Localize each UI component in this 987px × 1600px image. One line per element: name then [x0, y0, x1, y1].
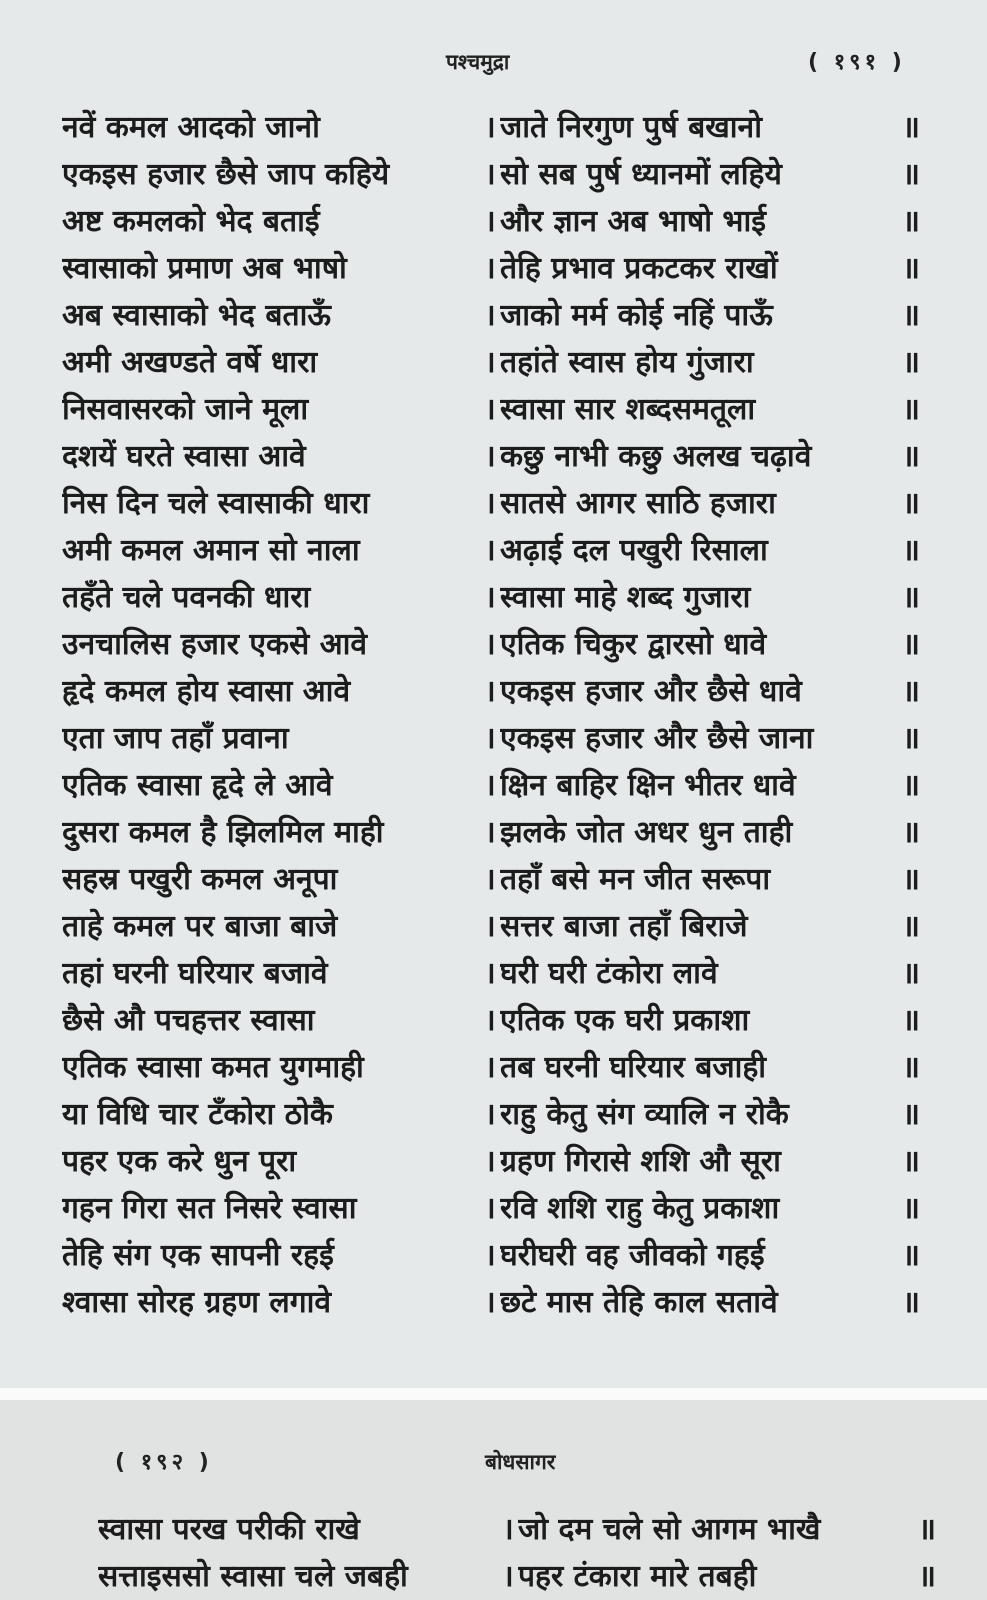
verse-second-half: तहाँ बसे मन जीत सरूपा: [500, 862, 771, 897]
bottom-page-header: [0, 1446, 987, 1476]
verse-line: [98, 1506, 958, 1553]
verse-line: [62, 292, 942, 339]
verse-second-half: तहांते स्वास होय गुंजारा: [500, 345, 754, 380]
half-verse-separator: ।: [484, 862, 496, 897]
verse-line: [62, 245, 942, 292]
verse-first-half: दशयें घरते स्वासा आवे: [62, 439, 306, 474]
half-verse-separator: ।: [484, 1144, 496, 1179]
page-number: ( १९२ ): [115, 1450, 213, 1475]
half-verse-separator: ।: [484, 486, 496, 521]
verse-second-half: पहर टंकारा मारे तबही: [518, 1559, 757, 1594]
verse-line: [62, 1279, 942, 1326]
verse-line: [62, 151, 942, 198]
half-verse-separator: ।: [484, 345, 496, 380]
verse-line: [62, 1138, 942, 1185]
verse-line: [62, 997, 942, 1044]
verse-line: [62, 104, 942, 151]
verse-end-mark: ॥: [902, 956, 920, 991]
verse-second-half: स्वासा सार शब्दसमतूला: [500, 392, 756, 427]
verse-line: [62, 480, 942, 527]
half-verse-separator: ।: [484, 110, 496, 145]
verse-second-half: घरी घरी टंकोरा लावे: [500, 956, 718, 991]
verse-end-mark: ॥: [902, 1144, 920, 1179]
verse-first-half: निसवासरको जाने मूला: [62, 392, 309, 427]
verse-first-half: नवें कमल आदको जानो: [62, 110, 320, 145]
verse-line: [62, 762, 942, 809]
verse-first-half: अमी अखण्डते वर्षे धारा: [62, 345, 318, 380]
half-verse-separator: ।: [502, 1559, 514, 1594]
verse-second-half: सातसे आगर साठि हजारा: [500, 486, 776, 521]
verse-second-half: जाको मर्म कोई नहिं पाऊँ: [500, 298, 773, 333]
verse-first-half: एतिक स्वासा हृदे ले आवे: [62, 768, 333, 803]
half-verse-separator: ।: [484, 580, 496, 615]
verse-end-mark: ॥: [902, 345, 920, 380]
half-verse-separator: ।: [484, 251, 496, 286]
verse-second-half: एतिक एक घरी प्रकाशा: [500, 1003, 750, 1038]
page-divider: [0, 1388, 987, 1400]
verse-end-mark: ॥: [902, 439, 920, 474]
verse-first-half: अष्ट कमलको भेद बताई: [62, 204, 320, 239]
verse-first-half: एता जाप तहाँ प्रवाना: [62, 721, 289, 756]
verse-second-half: घरीघरी वह जीवको गहई: [500, 1238, 765, 1273]
verse-line: [62, 527, 942, 574]
half-verse-separator: ।: [502, 1512, 514, 1547]
verse-second-half: एतिक चिकुर द्वारसो धावे: [500, 627, 767, 662]
half-verse-separator: ।: [484, 1050, 496, 1085]
verse-end-mark: ॥: [902, 1003, 920, 1038]
verse-end-mark: ॥: [902, 204, 920, 239]
verse-second-half: कछु नाभी कछु अलख चढ़ावे: [500, 439, 812, 474]
verse-second-half: छटे मास तेहि काल सतावे: [500, 1285, 778, 1320]
verse-first-half: हृदे कमल होय स्वासा आवे: [62, 674, 351, 709]
half-verse-separator: ।: [484, 768, 496, 803]
verse-first-half: एतिक स्वासा कमत युगमाही: [62, 1050, 364, 1085]
verse-list: [98, 1506, 958, 1600]
verse-line: [62, 903, 942, 950]
verse-first-half: अब स्वासाको भेद बताऊँ: [62, 298, 331, 333]
verse-second-half: तेहि प्रभाव प्रकटकर राखों: [500, 251, 778, 286]
half-verse-separator: ।: [484, 157, 496, 192]
half-verse-separator: ।: [484, 533, 496, 568]
verse-list: [62, 104, 942, 1326]
half-verse-separator: ।: [484, 956, 496, 991]
running-title: बोधसागर: [485, 1450, 556, 1474]
verse-first-half: निस दिन चले स्वासाकी धारा: [62, 486, 370, 521]
verse-end-mark: ॥: [902, 486, 920, 521]
verse-line: [62, 668, 942, 715]
verse-end-mark: ॥: [902, 298, 920, 333]
verse-second-half: ग्रहण गिरासे शशि औ सूरा: [500, 1144, 781, 1179]
verse-line: [62, 809, 942, 856]
verse-second-half: और ज्ञान अब भाषो भाई: [500, 204, 766, 239]
verse-end-mark: ॥: [902, 1050, 920, 1085]
half-verse-separator: ।: [484, 721, 496, 756]
half-verse-separator: ।: [484, 627, 496, 662]
verse-second-half: रवि शशि राहु केतु प्रकाशा: [500, 1191, 780, 1226]
verse-end-mark: ॥: [902, 721, 920, 756]
verse-second-half: स्वासा माहे शब्द गुजारा: [500, 580, 751, 615]
verse-first-half: तेहि संग एक सापनी रहई: [62, 1238, 334, 1273]
verse-first-half: तहँते चले पवनकी धारा: [62, 580, 311, 615]
verse-second-half: तब घरनी घरियार बजाही: [500, 1050, 767, 1085]
verse-line: [62, 1091, 942, 1138]
verse-line: [62, 1232, 942, 1279]
half-verse-separator: ।: [484, 909, 496, 944]
verse-first-half: ताहे कमल पर बाजा बाजे: [62, 909, 338, 944]
verse-second-half: एकइस हजार और छैसे धावे: [500, 674, 802, 709]
verse-end-mark: ॥: [902, 1191, 920, 1226]
verse-first-half: स्वासाको प्रमाण अब भाषो: [62, 251, 347, 286]
verse-first-half: दुसरा कमल है झिलमिल माही: [62, 815, 384, 850]
verse-second-half: राहु केतु संग व्यालि न रोकै: [500, 1097, 789, 1132]
verse-line: [62, 574, 942, 621]
verse-end-mark: ॥: [902, 157, 920, 192]
verse-first-half: सहस्र पखुरी कमल अनूपा: [62, 862, 338, 897]
verse-first-half: श्वासा सोरह ग्रहण लगावे: [62, 1285, 332, 1320]
half-verse-separator: ।: [484, 1285, 496, 1320]
verse-line: [62, 339, 942, 386]
verse-end-mark: ॥: [902, 909, 920, 944]
verse-line: [62, 950, 942, 997]
verse-line: [62, 1044, 942, 1091]
running-title: पश्चमुद्रा: [446, 50, 510, 74]
verse-line: [62, 621, 942, 668]
verse-second-half: जाते निरगुण पुर्ष बखानो: [500, 110, 762, 145]
verse-first-half: अमी कमल अमान सो नाला: [62, 533, 360, 568]
verse-end-mark: ॥: [902, 815, 920, 850]
verse-first-half: स्वासा परख परीकी राखे: [98, 1512, 360, 1547]
half-verse-separator: ।: [484, 439, 496, 474]
half-verse-separator: ।: [484, 674, 496, 709]
verse-line: [62, 386, 942, 433]
verse-end-mark: ॥: [902, 110, 920, 145]
verse-end-mark: ॥: [902, 674, 920, 709]
verse-end-mark: ॥: [902, 251, 920, 286]
verse-second-half: अढ़ाई दल पखुरी रिसाला: [500, 533, 768, 568]
half-verse-separator: ।: [484, 392, 496, 427]
half-verse-separator: ।: [484, 815, 496, 850]
verse-end-mark: ॥: [902, 768, 920, 803]
half-verse-separator: ।: [484, 1003, 496, 1038]
verse-end-mark: ॥: [902, 1238, 920, 1273]
verse-end-mark: ॥: [902, 392, 920, 427]
verse-second-half: सत्तर बाजा तहाँ बिराजे: [500, 909, 748, 944]
verse-first-half: या विधि चार टँकोरा ठोकै: [62, 1097, 333, 1132]
verse-second-half: क्षिन बाहिर क्षिन भीतर धावे: [500, 768, 796, 803]
verse-line: [62, 198, 942, 245]
verse-second-half: जो दम चले सो आगम भाखै: [518, 1512, 821, 1547]
verse-first-half: पहर एक करे धुन पूरा: [62, 1144, 297, 1179]
verse-line: [62, 433, 942, 480]
verse-first-half: एकइस हजार छैसे जाप कहिये: [62, 157, 390, 192]
verse-second-half: एकइस हजार और छैसे जाना: [500, 721, 814, 756]
verse-first-half: उनचालिस हजार एकसे आवे: [62, 627, 368, 662]
verse-second-half: सो सब पुर्ष ध्यानमों लहिये: [500, 157, 782, 192]
half-verse-separator: ।: [484, 1238, 496, 1273]
verse-end-mark: ॥: [902, 862, 920, 897]
half-verse-separator: ।: [484, 204, 496, 239]
verse-first-half: तहां घरनी घरियार बजावे: [62, 956, 328, 991]
verse-line: [62, 715, 942, 762]
verse-second-half: झलके जोत अधर धुन ताही: [500, 815, 793, 850]
verse-first-half: सत्ताइससो स्वासा चले जबही: [98, 1559, 408, 1594]
verse-end-mark: ॥: [902, 533, 920, 568]
verse-end-mark: ॥: [918, 1512, 936, 1547]
verse-end-mark: ॥: [918, 1559, 936, 1594]
verse-line: [62, 856, 942, 903]
verse-first-half: गहन गिरा सत निसरे स्वासा: [62, 1191, 357, 1226]
verse-end-mark: ॥: [902, 1097, 920, 1132]
half-verse-separator: ।: [484, 1097, 496, 1132]
verse-line: [98, 1553, 958, 1600]
verse-line: [62, 1185, 942, 1232]
verse-end-mark: ॥: [902, 580, 920, 615]
half-verse-separator: ।: [484, 1191, 496, 1226]
page-number: ( १९१ ): [808, 50, 906, 75]
half-verse-separator: ।: [484, 298, 496, 333]
top-page-header: [0, 46, 987, 76]
verse-end-mark: ॥: [902, 627, 920, 662]
verse-end-mark: ॥: [902, 1285, 920, 1320]
verse-first-half: छैसे औ पचहत्तर स्वासा: [62, 1003, 315, 1038]
